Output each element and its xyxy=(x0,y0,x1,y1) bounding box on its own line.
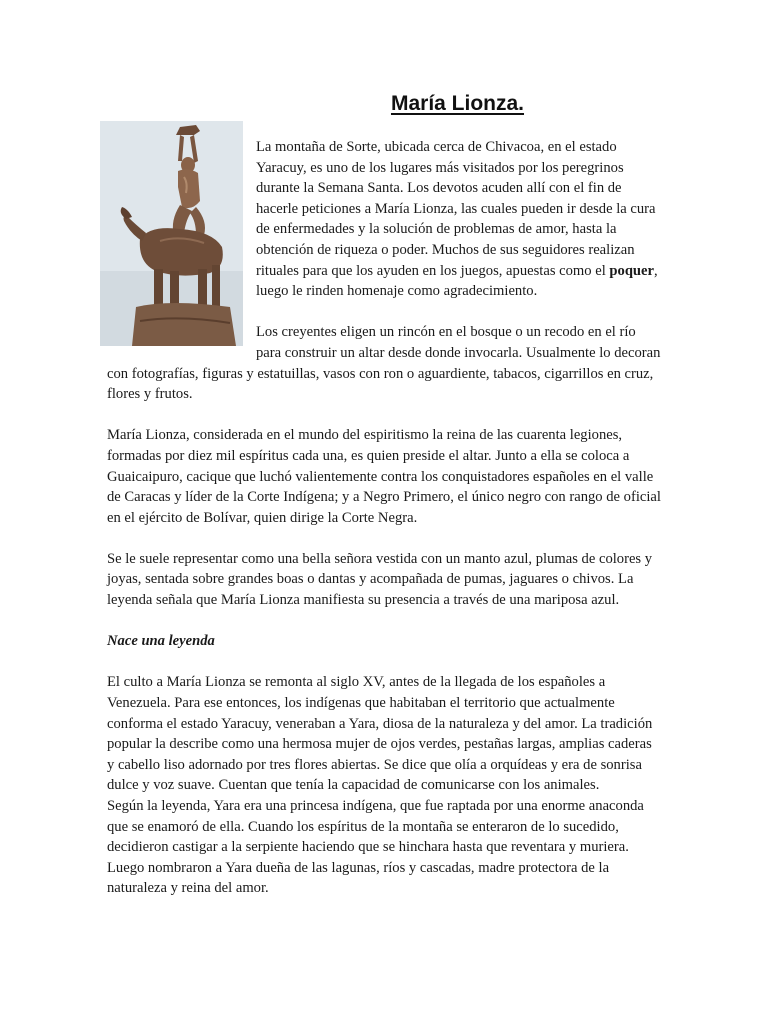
document-body xyxy=(107,137,661,920)
section-heading: Nace una leyenda xyxy=(107,633,215,650)
paragraph-2: Los creyentes eligen un rincón en el bosque o un recodo en el río para construir un altar desde donde invocarla. Usualmente lo decoran con fotografías, figuras y estatuillas, vasos con ron o aguardiente, tabacos, cigarrillos en cruz, flores y frutos. xyxy=(107,324,661,403)
page-title: María Lionza. xyxy=(390,92,525,115)
paragraph-3: María Lionza, considerada en el mundo del espiritismo la reina de las cuarenta legiones, formadas por diez mil espíritus cada una, es quien preside el altar. Junto a ella se coloca a Guaicaipuro, cacique que luchó valientemente contra los conquistadores españoles en el valle de Caracas y líder de la Corte Indígena; y a Negro Primero, el único negro con rango de oficial en el ejército de Bolívar, quien dirige la Corte Negra. xyxy=(107,427,661,526)
paragraph-4: Se le suele representar como una bella señora vestida con un manto azul, plumas de colores y joyas, sentada sobre grandes boas o dantas y acompañada de pumas, jaguares o chivos. La leyenda señala que María Lionza manifiesta su presencia a través de una mariposa azul. xyxy=(107,550,653,609)
paragraph-1-bold-word: poquer xyxy=(609,262,655,279)
paragraph-6: Según la leyenda, Yara era una princesa indígena, que fue raptada por una enorme anaconda que se enamoró de ella. Cuando los espíritus de la montaña se enteraron de lo sucedido, decidieron castigar a la serpiente haciendo que se hinchara hasta que reventara y muriera. Luego nombraron a Yara dueña de las lagunas, ríos y cascadas, madre protectora de la naturaleza y reina del amor. xyxy=(107,798,644,897)
statue-image xyxy=(100,121,243,346)
paragraph-1-text-a: La montaña de Sorte, ubicada cerca de Chivacoa, en el estado Yaracuy, es uno de los lugares más visitados por los peregrinos durante la Semana Santa. Los devotos acuden allí con el fin de hacerle peticiones a María Lionza, las cuales pueden ir desde la cura de enfermedades y la solución de problemas de amor, hasta la obtención de riqueza o poder. Muchos de sus seguidores realizan rituales para que los ayuden en los juegos, apuestas como el xyxy=(256,139,656,279)
paragraph-1-text-b: , luego le rinden homenaje como agradecimiento. xyxy=(256,262,658,300)
statue-illustration xyxy=(100,121,243,346)
paragraph-5: El culto a María Lionza se remonta al siglo XV, antes de la llegada de los españoles a Venezuela. Para ese entonces, los indígenas que habitaban el territorio que actualmente conforma el estado Yaracuy, veneraban a Yara, diosa de la naturaleza y del amor. La tradición popular la describe como una hermosa mujer de ojos verdes, pestañas largas, amplias caderas y cabello liso adornado por tres flores abiertas. Se dice que olía a orquídeas y era de sonrisa dulce y voz suave. Cuentan que tenía la capacidad de comunicarse con los animales. xyxy=(107,674,653,794)
